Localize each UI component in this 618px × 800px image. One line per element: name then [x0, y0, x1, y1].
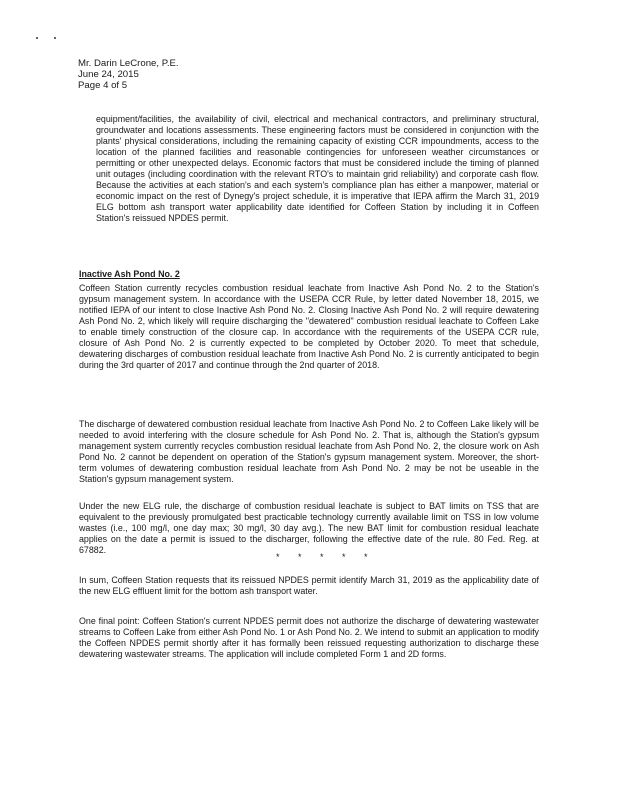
paragraph-final-point: One final point: Coffeen Station's current NPDES permit does not authorize the discharge of dewatering wastewater streams to Coffeen Lake from either Ash Pond No. 1 or Ash Pond No. 2. We intend to submit an application to modify the Coffeen NPDES permit shortly after it has formally been reissued requesting authorization to discharge these dewatering wastewater streams. The application will include completed Form 1 and 2D forms. [79, 616, 539, 659]
paragraph-summary: In sum, Coffeen Station requests that its reissued NPDES permit identify March 31, 2019 as the applicability date of the new ELG effluent limit for the bottom ash transport water. [79, 575, 539, 596]
scan-speck [36, 37, 38, 39]
paragraph-dewatered-discharge: The discharge of dewatered combustion residual leachate from Inactive Ash Pond No. 2 to Coffeen Lake likely will be needed to avoid interfering with the closure schedule for Ash Pond No. 2. That is, although the Station's gypsum management system currently recycles combustion residual leachate from Ash Pond No. 2, the closure work on Ash Pond No. 2 cannot be dependent on operation of the Station's gypsum management system. Moreover, the short-term volumes of dewatering combustion residual leachate from Ash Pond No. 2 may be not be useable in the Station's gypsum management system. [79, 419, 539, 484]
date-line: June 24, 2015 [78, 69, 139, 80]
section-heading: Inactive Ash Pond No. 2 [79, 269, 180, 279]
recipient-line: Mr. Darin LeCrone, P.E. [78, 58, 179, 69]
paragraph-engineering-factors: equipment/facilities, the availability of civil, electrical and mechanical contractors, and preliminary structural, groundwater and locations assessments. These engineering factors must be considered in conjunction with the plants' physical considerations, including the remaining capacity of existing CCR impoundments, access to the location of the planned facilities and reasonable contingencies for unforeseen weather circumstances or permitting or other unexpected delays. Economic factors that must be considered include the timing of planned unit outages (including coordination with the relevant RTO's to maintain grid reliability) and corporate cash flow. Because the activities at each station's and each system's compliance plan has either a manpower, material or economic impact on the rest of Dynegy's project schedule, it is imperative that IEPA affirm the March 31, 2019 ELG bottom ash transport water applicability date identified for Coffeen Station by including it in Coffeen Station's reissued NPDES permit. [96, 114, 539, 223]
scan-speck [54, 37, 56, 39]
letter-header [78, 58, 179, 91]
section-separator: * * * * * [276, 552, 376, 562]
paragraph-elg-rule: Under the new ELG rule, the discharge of combustion residual leachate is subject to BAT limits on TSS that are equivalent to the previously promulgated best practicable technology currently available limit on TSS in low volume wastes (i.e., 100 mg/l, one day max; 30 mg/l, 30 day avg.). The new BAT limit for combustion residual leachate applies on the date a permit is issued to the discharger, following the effective date of the rule. 80 Fed. Reg. at 67882. [79, 501, 539, 555]
page-number-line: Page 4 of 5 [78, 80, 128, 91]
paragraph-inactive-ash-pond: Coffeen Station currently recycles combustion residual leachate from Inactive Ash Pond No. 2 to the Station's gypsum management system. In accordance with the USEPA CCR Rule, by letter dated November 18, 2015, we notified IEPA of our intent to close Inactive Ash Pond No. 2. Closing Inactive Ash Pond No. 2 will require dewatering Ash Pond No. 2, which likely will require discharging the "dewatered" combustion residual leachate to Coffeen Lake to enable timely construction of the closure cap. In accordance with the requirements of the USEPA CCR rule, closure of Ash Pond No. 2 is currently expected to be completed by October 2020. To meet that schedule, dewatering discharges of combustion residual leachate from Inactive Ash Pond No. 2 is currently anticipated to begin during the 3rd quarter of 2017 and continue through the 2nd quarter of 2018. [79, 283, 539, 370]
